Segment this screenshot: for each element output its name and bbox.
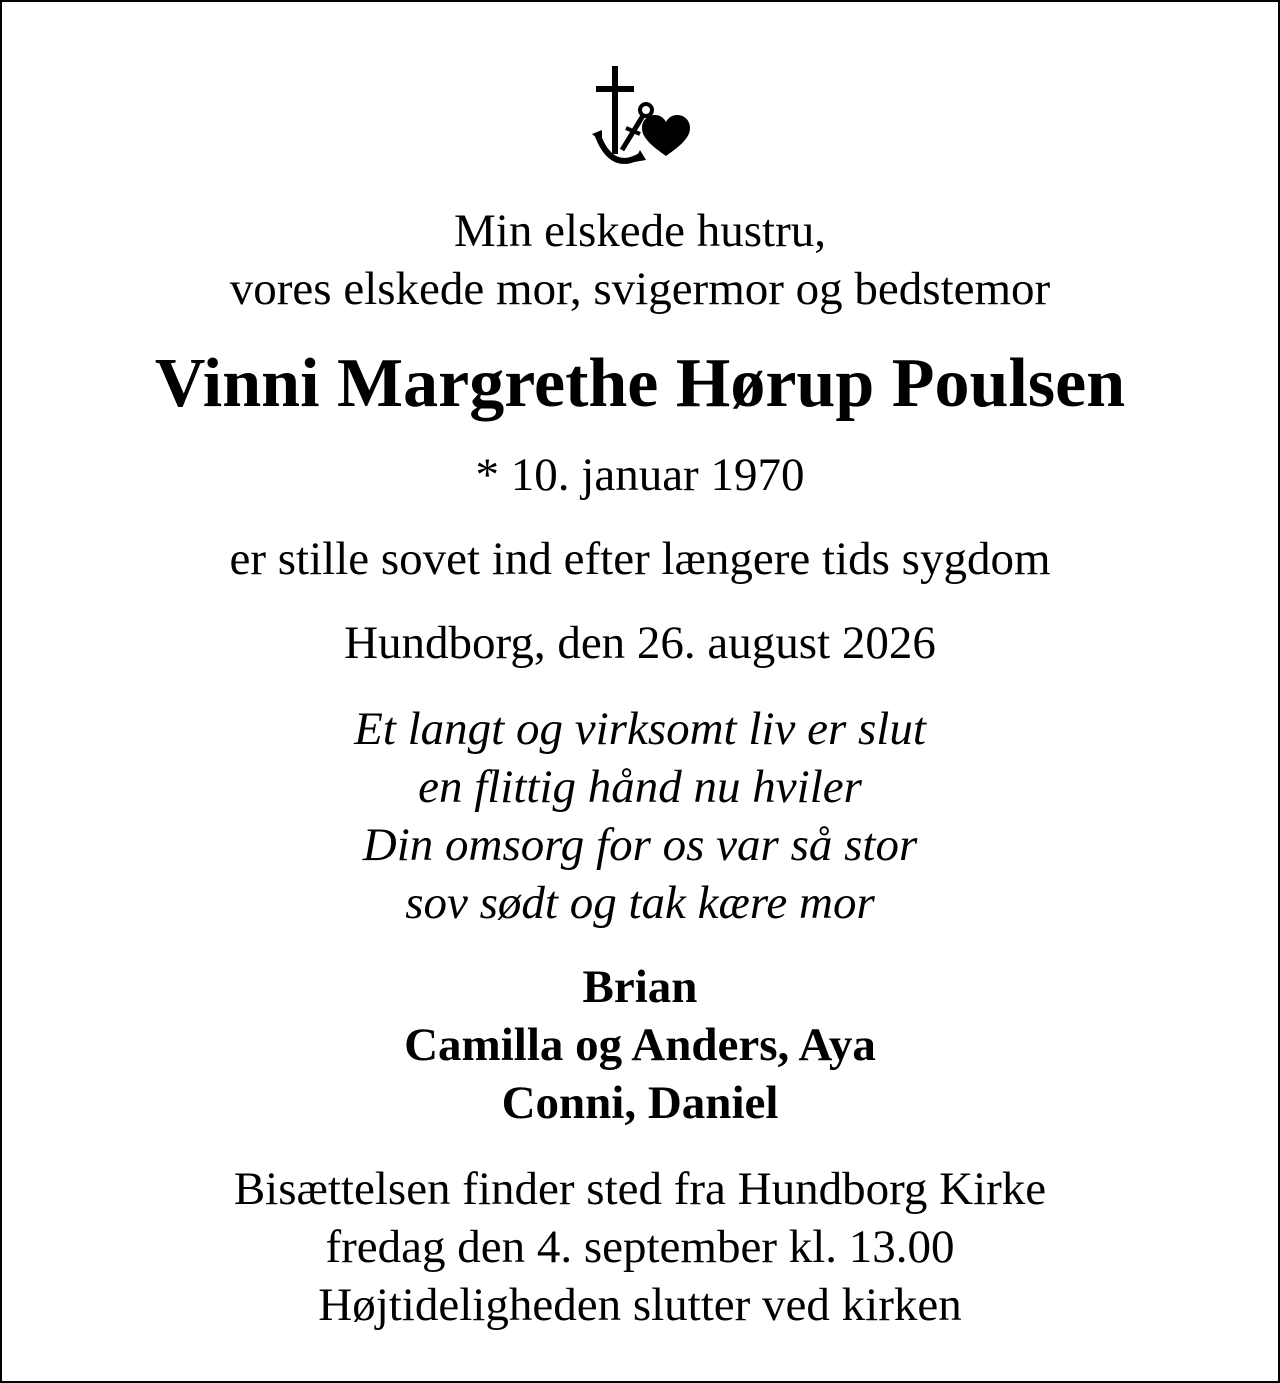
intro-line-2: vores elskede mor, svigermor og bedstemor [229, 263, 1051, 315]
deceased-name: Vinni Margrethe Hørup Poulsen [154, 345, 1126, 422]
funeral-line-3: Højtideligheden slutter ved kirken [318, 1279, 962, 1331]
verse-line-3: Din omsorg for os var så stor [362, 819, 918, 871]
cross-anchor-heart-icon [592, 64, 692, 172]
family-line-2: Camilla og Anders, Aya [404, 1019, 876, 1071]
verse-line-2: en flittig hånd nu hviler [418, 761, 862, 813]
funeral-line-2: fredag den 4. september kl. 13.00 [325, 1221, 955, 1273]
family-line-3: Conni, Daniel [501, 1077, 779, 1129]
passing-text: er stille sovet ind efter længere tids sygdom [229, 533, 1051, 585]
verse-line-1: Et langt og virksomt liv er slut [354, 703, 926, 755]
verse-line-4: sov sødt og tak kære mor [405, 877, 875, 929]
family-line-1: Brian [582, 961, 698, 1013]
birth-date: * 10. januar 1970 [475, 449, 805, 501]
intro-line-1: Min elskede hustru, [453, 205, 827, 257]
place-and-date: Hundborg, den 26. august 2026 [344, 617, 936, 669]
funeral-line-1: Bisættelsen finder sted fra Hundborg Kirke [233, 1163, 1047, 1215]
